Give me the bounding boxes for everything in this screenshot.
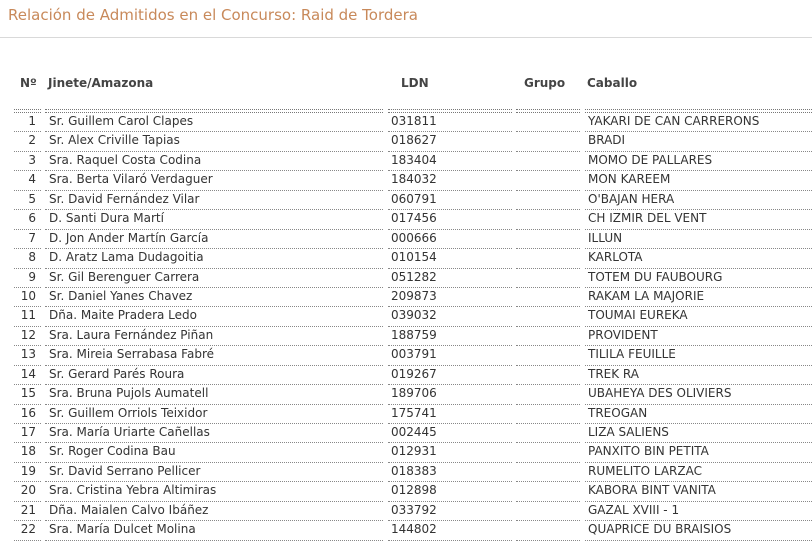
row-horse: UBAHEYA DES OLIVIERS — [588, 386, 732, 401]
title-divider — [0, 37, 812, 38]
row-rider: Sra. María Uriarte Cañellas — [49, 425, 210, 439]
row-number: 15 — [20, 386, 36, 401]
row-ldn: 060791 — [391, 191, 437, 206]
table-row — [0, 463, 812, 482]
header-rider: Jinete/Amazona — [48, 76, 154, 90]
row-rider: Sra. Cristina Yebra Altimiras — [49, 483, 217, 498]
row-rider: Sra. María Dulcet Molina — [49, 522, 196, 537]
table-header — [0, 76, 812, 94]
row-horse: KARLOTA — [588, 250, 643, 265]
row-ldn: 039032 — [391, 308, 437, 323]
row-number: 11 — [20, 308, 36, 323]
row-rider: Sr. Alex Criville Tapias — [49, 133, 180, 148]
row-rider: Sr. Guillem Carol Clapes — [49, 114, 194, 128]
table-row — [0, 307, 812, 326]
table-row — [0, 152, 812, 171]
table-row — [0, 502, 812, 521]
row-rider: D. Jon Ander Martín García — [49, 230, 209, 245]
row-ldn: 010154 — [391, 250, 437, 265]
row-number: 12 — [20, 327, 36, 342]
row-ldn: 175741 — [391, 405, 437, 420]
table-row — [0, 171, 812, 190]
row-horse: BRADI — [588, 133, 626, 148]
row-rider: Sra. Laura Fernández Piñan — [49, 327, 214, 342]
row-divider — [516, 540, 580, 541]
row-horse: GAZAL XVIII - 1 — [588, 502, 680, 517]
header-horse: Caballo — [587, 76, 638, 90]
row-horse: TREOGAN — [588, 405, 648, 420]
row-number: 8 — [28, 250, 36, 265]
row-ldn: 188759 — [391, 327, 437, 342]
row-horse: TREK RA — [588, 366, 639, 381]
table-row — [0, 346, 812, 365]
table-row — [0, 366, 812, 385]
row-number: 9 — [28, 269, 36, 284]
admitted-table-body — [0, 113, 812, 541]
row-horse: RUMELITO LARZAC — [588, 463, 702, 478]
table-row — [0, 191, 812, 210]
row-number: 16 — [20, 405, 36, 420]
row-horse: YAKARI DE CAN CARRERONS — [588, 114, 760, 128]
row-rider: Sr. David Fernández Vilar — [49, 191, 200, 206]
row-divider — [585, 540, 812, 541]
row-horse: LIZA SALIENS — [588, 425, 669, 439]
row-rider: Sra. Raquel Costa Codina — [49, 152, 202, 167]
table-row — [0, 269, 812, 288]
table-row — [0, 405, 812, 424]
row-ldn: 189706 — [391, 386, 437, 401]
table-row — [0, 443, 812, 462]
row-rider: Sr. Daniel Yanes Chavez — [49, 288, 193, 303]
table-row — [0, 113, 812, 132]
row-number: 2 — [28, 133, 36, 148]
header-number: Nº — [20, 76, 37, 90]
row-ldn: 031811 — [391, 114, 437, 128]
row-number: 22 — [20, 522, 36, 537]
row-number: 3 — [28, 152, 36, 167]
row-ldn: 003791 — [391, 347, 437, 362]
row-horse: PANXITO BIN PETITA — [588, 444, 709, 459]
row-ldn: 012898 — [391, 483, 437, 498]
row-ldn: 002445 — [391, 425, 437, 439]
table-row — [0, 230, 812, 249]
table-row — [0, 385, 812, 404]
row-ldn: 017456 — [391, 211, 437, 226]
row-divider — [45, 540, 383, 541]
table-row — [0, 249, 812, 268]
row-ldn: 183404 — [391, 152, 437, 167]
row-number: 6 — [28, 211, 36, 226]
row-horse: QUAPRICE DU BRAISIOS — [588, 522, 732, 537]
row-ldn: 144802 — [391, 522, 437, 537]
row-horse: O'BAJAN HERA — [588, 191, 675, 206]
row-rider: Sr. Gerard Parés Roura — [49, 366, 185, 381]
row-ldn: 000666 — [391, 230, 437, 245]
row-number: 14 — [20, 366, 36, 381]
row-horse: TILILA FEUILLE — [588, 347, 676, 362]
row-ldn: 019267 — [391, 366, 437, 381]
table-row — [0, 288, 812, 307]
table-row — [0, 482, 812, 501]
row-rider: Dña. Maialen Calvo Ibáñez — [49, 502, 209, 517]
table-row — [0, 132, 812, 151]
row-number: 18 — [20, 444, 36, 459]
row-horse: MON KAREEM — [588, 172, 671, 187]
row-number: 5 — [28, 191, 36, 206]
row-horse: RAKAM LA MAJORIE — [588, 288, 705, 303]
row-number: 10 — [20, 288, 36, 303]
table-row — [0, 210, 812, 229]
row-rider: Sr. Gil Berenguer Carrera — [49, 269, 200, 284]
row-rider: Sr. Guillem Orriols Teixidor — [49, 405, 208, 420]
row-horse: MOMO DE PALLARES — [588, 152, 713, 167]
row-rider: D. Aratz Lama Dudagoitia — [49, 250, 204, 265]
row-number: 19 — [20, 463, 36, 478]
row-number: 1 — [28, 114, 36, 128]
row-ldn: 033792 — [391, 502, 437, 517]
row-number: 17 — [20, 425, 36, 439]
row-rider: Sr. David Serrano Pellicer — [49, 463, 201, 478]
row-ldn: 012931 — [391, 444, 437, 459]
table-row — [0, 424, 812, 443]
row-divider — [14, 540, 41, 541]
header-ldn: LDN — [401, 76, 429, 90]
table-row — [0, 327, 812, 346]
row-rider: Sr. Roger Codina Bau — [49, 444, 176, 459]
row-horse: CH IZMIR DEL VENT — [588, 211, 707, 226]
row-ldn: 018627 — [391, 133, 437, 148]
row-number: 7 — [28, 230, 36, 245]
row-horse: PROVIDENT — [588, 327, 658, 342]
row-divider — [388, 540, 512, 541]
row-horse: KABORA BINT VANITA — [588, 483, 716, 498]
row-number: 4 — [28, 172, 36, 187]
row-rider: Sra. Bruna Pujols Aumatell — [49, 386, 209, 401]
row-number: 13 — [20, 347, 36, 362]
row-horse: TOTEM DU FAUBOURG — [588, 269, 723, 284]
row-ldn: 051282 — [391, 269, 437, 284]
row-horse: ILLUN — [588, 230, 623, 245]
row-ldn: 184032 — [391, 172, 437, 187]
row-rider: D. Santi Dura Martí — [49, 211, 164, 226]
row-rider: Sra. Berta Vilaró Verdaguer — [49, 172, 213, 187]
row-ldn: 209873 — [391, 288, 437, 303]
header-group: Grupo — [524, 76, 566, 90]
row-rider: Sra. Mireia Serrabasa Fabré — [49, 347, 214, 362]
row-horse: TOUMAI EUREKA — [588, 308, 688, 323]
row-ldn: 018383 — [391, 463, 437, 478]
row-number: 21 — [20, 502, 36, 517]
page-title: Relación de Admitidos en el Concurso: Raid de Tordera — [8, 6, 418, 24]
row-rider: Dña. Maite Pradera Ledo — [49, 308, 198, 323]
table-row — [0, 521, 812, 540]
row-number: 20 — [20, 483, 36, 498]
